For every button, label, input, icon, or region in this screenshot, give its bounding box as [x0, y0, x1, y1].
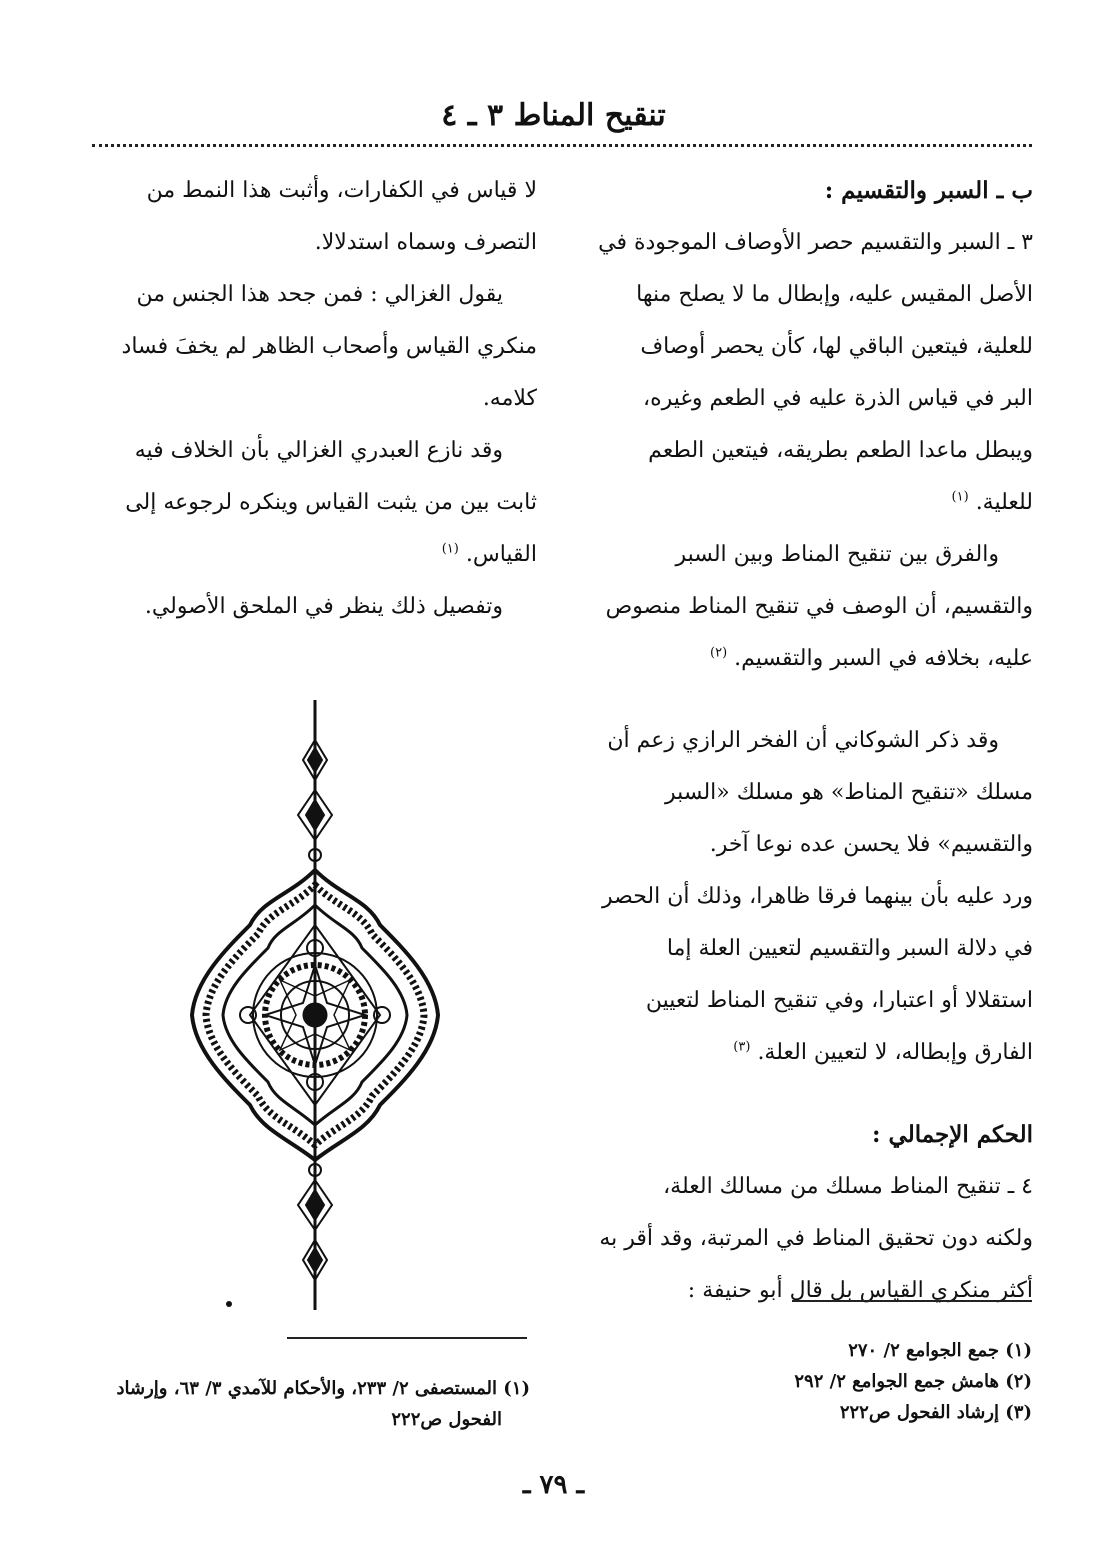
header-dotted-rule — [92, 144, 1032, 147]
footnote-ref: (١) — [441, 541, 459, 557]
footnote: (١) المستصفى ٢/ ٢٣٣، والأحكام للآمدي ٣/ ٦٣، وإرشاد — [116, 1378, 530, 1399]
paragraph-4 — [588, 1161, 1033, 1317]
page-header-title: تنقيح المناط ٣ ـ ٤ — [441, 98, 666, 133]
text-fragment: عليه، بخلافه في السبر والتقسيم. — [734, 646, 1033, 671]
text-fragment: الفارق وإبطاله، لا لتعيين العلة. — [757, 1040, 1033, 1065]
text-line: استقلالا أو اعتبارا، وفي تنقيح المناط لتعيين — [645, 988, 1033, 1013]
text-line: ثابت بين من يثبت القياس وينكره لرجوعه إلى — [125, 490, 537, 515]
footnotes-left — [70, 1373, 530, 1435]
text-fragment: للعلية. — [975, 490, 1033, 515]
text-line: ولكنه دون تحقيق المناط في المرتبة، وقد أقر به — [599, 1226, 1033, 1251]
text-line: ويبطل ماعدا الطعم بطريقه، فيتعين الطعم — [648, 438, 1033, 463]
right-column — [588, 165, 1033, 1317]
text-line: الأصل المقيس عليه، وإبطال ما لا يصلح منها — [636, 282, 1033, 307]
text-line: ورد عليه بأن بينهما فرقا ظاهرا، وذلك أن الحصر — [602, 884, 1033, 909]
text-fragment: القياس. — [465, 542, 537, 567]
text-line: كلامه. — [482, 386, 537, 411]
text-line: البر في قياس الذرة عليه في الطعم وغيره، — [643, 386, 1033, 411]
text-line: التصرف وسماه استدلالا. — [314, 230, 537, 255]
text-line: وقد ذكر الشوكاني أن الفخر الرازي زعم أن — [607, 728, 999, 753]
text-line: يقول الغزالي : فمن جحد هذا الجنس من — [136, 282, 503, 307]
footnote: الفحول ص٢٢٢ — [391, 1409, 502, 1430]
page-number: ـ ٧٩ ـ — [522, 1470, 585, 1500]
ornament-dot — [226, 1301, 232, 1307]
section-heading-ruling: الحكم الإجمالي : — [872, 1121, 1033, 1148]
text-line — [588, 1027, 1033, 1079]
text-line: للعلية، فيتعين الباقي لها، كأن يحصر أوصاف — [640, 334, 1033, 359]
paragraph-abdari — [82, 425, 537, 581]
footnote-ref: (٢) — [710, 645, 728, 661]
footnote: (٢) هامش جمع الجوامع ٢/ ٢٩٢ — [794, 1371, 1032, 1392]
footnotes-right — [700, 1335, 1032, 1428]
footnote-separator-left — [287, 1337, 527, 1339]
paragraph-shawkani — [588, 715, 1033, 1079]
text-line — [82, 529, 537, 581]
paragraph-difference — [588, 529, 1033, 685]
text-line: منكري القياس وأصحاب الظاهر لم يخفَ فساد — [121, 334, 537, 359]
footnote: (١) جمع الجوامع ٢/ ٢٧٠ — [848, 1340, 1032, 1361]
footnote: (٣) إرشاد الفحول ص٢٢٢ — [839, 1402, 1032, 1423]
decorative-ornament-icon — [190, 700, 440, 1310]
section-heading-sabr: ب ـ السبر والتقسيم : — [824, 177, 1033, 204]
text-line: والتقسيم» فلا يحسن عده نوعا آخر. — [709, 832, 1033, 857]
left-column — [82, 165, 537, 633]
text-line: لا قياس في الكفارات، وأثبت هذا النمط من — [146, 178, 537, 203]
text-line: أكثر منكري القياس بل قال أبو حنيفة : — [687, 1278, 1033, 1303]
text-line: ٤ ـ تنقيح المناط مسلك من مسالك العلة، — [663, 1174, 1033, 1199]
text-line: في دلالة السبر والتقسيم لتعيين العلة إما — [666, 936, 1033, 961]
paragraph-detail: وتفصيل ذلك ينظر في الملحق الأصولي. — [144, 594, 503, 619]
footnote-separator-right — [792, 1300, 1032, 1302]
paragraph-3 — [588, 217, 1033, 529]
text-line: والفرق بين تنقيح المناط وبين السبر — [675, 542, 999, 567]
text-line: مسلك «تنقيح المناط» هو مسلك «السبر — [665, 780, 1033, 805]
text-line: وقد نازع العبدري الغزالي بأن الخلاف فيه — [134, 438, 503, 463]
footnote-ref: (١) — [951, 489, 969, 505]
text-line: ٣ ـ السبر والتقسيم حصر الأوصاف الموجودة في — [598, 230, 1033, 255]
footnote-ref: (٣) — [733, 1039, 751, 1055]
paragraph-ghazali — [82, 269, 537, 425]
text-line — [588, 477, 1033, 529]
text-line: والتقسيم، أن الوصف في تنقيح المناط منصوص — [605, 594, 1033, 619]
paragraph-continuation — [82, 165, 537, 269]
text-line — [588, 633, 1033, 685]
